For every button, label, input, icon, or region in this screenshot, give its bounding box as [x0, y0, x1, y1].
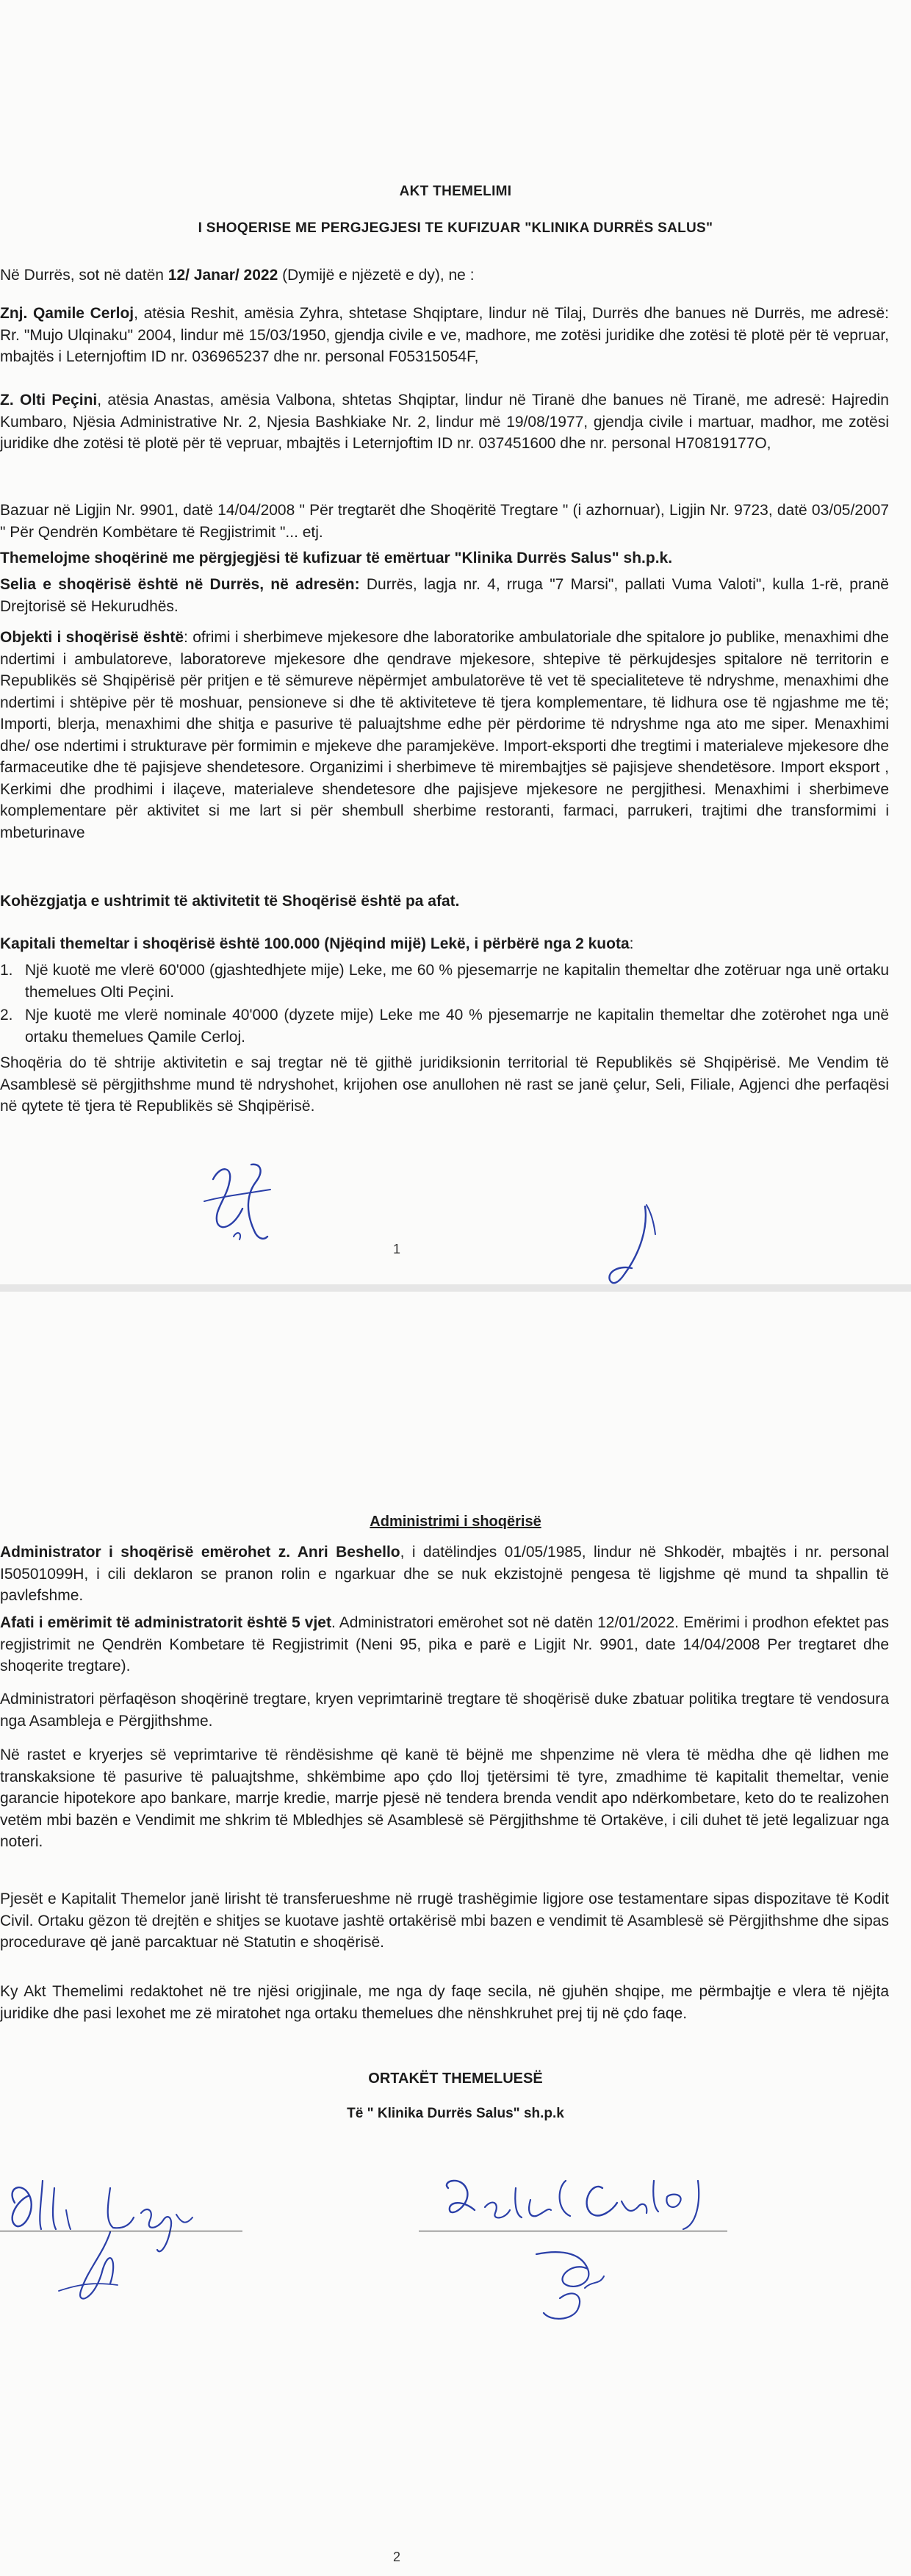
- quota-list: [0, 960, 889, 1049]
- founder1-name: Znj. Qamile Cerloj: [0, 305, 134, 322]
- intro-pre: Në Durrës, sot në datën: [0, 267, 168, 284]
- object-label: Objekti i shoqërisë është: [0, 629, 184, 646]
- founder1-text: , atësia Reshit, amësia Zyhra, shtetase Shqiptare, lindur në Tilaj, Durrës dhe banues në Durrës, me adresë: Rr. "Mujo Ulqinaku" 2004, lindur më 15/03/1950, gjendja civile e ve, madhore, me zotësi juridike dhe zotësi të plotë për të vepruar, mbajtës i Leternjoftim ID nr. 036965237 dhe nr. personal F05315054F,: [0, 305, 890, 365]
- document-subtitle: I SHOQERISE ME PERGJEGJESI TE KUFIZUAR "KLINIKA DURRËS SALUS": [198, 220, 713, 236]
- copies-paragraph: Ky Akt Themelimi redaktohet në tre njësi origjinale, me nga dy faqe secila, në gjuhën shqipe, me përmbajtje e vlera të njëjta juridike dhe pasi lexohet me zë miratohet nga ortaku themelues dhe nënshkruhet prej tij në çdo faqe.: [0, 1983, 889, 2022]
- list-item: [0, 960, 889, 1003]
- quota2-text: Nje kuotë me vlerë nominale 40'000 (dyzete mije) Leke me 40 % pjesemarrje ne kapitalin themeltar dhe zotërohet nga unë ortaku themelues Qamile Cerloj.: [25, 1007, 889, 1046]
- representation-paragraph: Administratori përfaqëson shoqërinë tregtare, kryen veprimtarinë tregtare të shoqërisë duke zbatuar politika tregtare të vendosura nga Asambleja e Përgjithshme.: [0, 1691, 889, 1730]
- object-paragraph: [0, 627, 889, 843]
- founders-heading: ORTAKËT THEMELUESË: [368, 2070, 543, 2087]
- administrator-paragraph: [0, 1541, 889, 1607]
- term-label: Afati i emërimit të administratorit është 5 vjet: [0, 1614, 331, 1631]
- transfer-paragraph: Pjesët e Kapitalit Themelor janë lirisht të transferueshme në rrugë trashëgimie ligjore ose testamentare sipas dispozitave të Kodit Civil. Ortaku gëzon të drejtën e shitjes se kuotave jashtë ortakërisë mbi bazen e vendimit të Asamblesë së Përgjithshme dhe sipas procedurave që janë parcaktuar në Statutin e shoqërisë.: [0, 1890, 889, 1951]
- page-number: 2: [392, 2550, 400, 2564]
- term-text: . Administratori emërohet sot në datën 12/01/2022. Emërimi i prodhon efektet pas regjistrimit ne Qendrën Kombetare të Regjistrimit (Neni 95, pika e parë e Ligjit Nr. 9901, date 14/04/2008 Per tregtaret dhe shoqerite tregtare).: [0, 1614, 890, 1674]
- object-text: : ofrimi i sherbimeve mjekesore dhe laboratorike ambulatoriale dhe spitalore jo publike, menaxhimi dhe ndertimi i ambulatoreve, laboratoreve mjekesore dhe qendrave mjekesore, shtepive të përkujdesjes spitalore në territorin e Republikës së Shqipërisë për pritjen e të sëmureve nëpërmjet ambulatorëve të vet të specialiteteve të ndryshme, menaxhimi dhe ndertimi i shtëpive për të moshuar, pensioneve si dhe të aktiviteteve të tjera komplementare, të lidhura ose të ngjashme me të; Importi, blerja, menaxhimi dhe shitja e pasurive të paluajtshme edhe për përdorime të ndryshme nga ato me siper. Menaxhimi dhe/ ose ndertimi i strukturave për formimin e mjekeve dhe paramjekëve. Import-eksporti dhe tregtimi i materialeve mjekesore dhe farmaceutike dhe të pajisjeve shendetesore. Organizimi i sherbimeve të mirembajtjes së pajisjeve shendetësore. Import eksport , Kerkimi dhe prodhimi i ilaçeve, materialeve shendetesore dhe pajisjeve mjekesore ne pergjithesi. Menaxhimi i sherbimeve komplementare për aktivitet si me lart si për shembull sherbime restoranti, farmaci, parrukeri, trajtimi dhe transformimi i mbeturinave: [0, 629, 889, 841]
- quota2-number: 2.: [0, 1007, 13, 1023]
- quota1-text: Një kuotë me vlerë 60'000 (gjashtedhjete mije) Leke, me 60 % pjesemarrje ne kapitalin themeltar dhe zotëruar nga unë ortaku themelues Olti Peçini.: [25, 962, 889, 1001]
- capital-text: Kapitali themeltar i shoqërisë është 100.000 (Njëqind mijë) Lekë, i përbërë nga 2 kuota: [0, 935, 630, 952]
- founder1-paragraph: [0, 303, 889, 368]
- duration-paragraph: Kohëzgjatja e ushtrimit të aktivitetit të Shoqërisë është pa afat.: [0, 893, 460, 910]
- founder2-text: , atësia Anastas, amësia Valbona, shtetas Shqiptar, lindur në Tiranë dhe banues në Tiranë, me adresë: Hajredin Kumbaro, Njësia Administrative Nr. 2, Njesia Bashkiake Nr. 2, lindur më 19/08/1977, gjendja civile i martuar, madhor, me zotësi juridike dhe zotësi të plotë për të vepruar, mbajtës i Leternjoftim ID nr. 037451600 dhe nr. personal H70819177O,: [0, 392, 889, 452]
- legal-basis-paragraph: Bazuar në Ligjin Nr. 9901, datë 14/04/2008 " Për tregtarët dhe Shoqëritë Tregtare " (i azhornuar), Ligjin Nr. 9723, datë 03/05/2007 " Për Qendrën Kombëtare të Regjistrimit "... etj.: [0, 502, 889, 541]
- administrator-text: , i datëlindjes 01/05/1985, lindur në Shkodër, mbajtës i nr. personal I50501099H, i cili deklaron se pranon rolin e ngarkuar dhe se nuk ekzistojnë pengesa të ligjshme që mund ta shpallin të pavlefshme.: [0, 1544, 889, 1604]
- document-page-2: [0, 1292, 911, 2576]
- capital-colon: :: [629, 935, 634, 952]
- document-title: AKT THEMELIMI: [399, 184, 512, 199]
- intro-date: 12/ Janar/ 2022: [168, 267, 278, 284]
- signature-founder-left: [0, 2159, 235, 2317]
- intro-paragraph: [0, 265, 889, 287]
- administrator-label: Administrator i shoqërisë emërohet z. Anri Beshello: [0, 1544, 400, 1561]
- administration-heading: Administrimi i shoqërisë: [370, 1514, 541, 1530]
- term-paragraph: [0, 1612, 889, 1677]
- page-number: 1: [392, 1242, 400, 1256]
- exceptions-paragraph: Në rastet e kryerjes së veprimtarive të rëndësishme që kanë të bëjnë me shpenzime në vlera të mëdha dhe që lidhen me transkaksione të pasurive të paluajtshme, shkëmbime apo çdo lloj tjetërsimi të tyre, zmadhime të kapitalit themeltar, venie garancie hipotekore apo bankare, marrje kredie, marrje pjesë në tendera brenda vendit apo ndërkombetare, keto do te realizohen vetëm mbi bazën e Vendimit me shkrim të Mbledhjes së Asamblesë së Përgjithshme të Ortakëve, i cili duhet të jetë legalizuar nga noteri.: [0, 1746, 889, 1850]
- intro-post: (Dymijë e njëzetë e dy), ne :: [278, 267, 475, 284]
- page-divider: [0, 1284, 911, 1292]
- capital-paragraph: [0, 933, 889, 955]
- signature-initials-left: [191, 1150, 301, 1256]
- scope-paragraph: Shoqëria do të shtrije aktivitetin e saj tregtar në të gjithë juridiksionin territorial të Republikës së Shqipërisë. Me Vendim të Asamblesë së përgjithshme mund të ndryshohet, krijohen ose anullohen në rast se janë çelur, Seli, Filiale, Agjenci dhe perfaqësi në qytete të tjera të Republikës së Shqipërisë.: [0, 1054, 889, 1115]
- signature-initials-right: [602, 1198, 669, 1297]
- founder2-name: Z. Olti Peçini: [0, 392, 98, 409]
- signature-founder-right: [433, 2159, 749, 2346]
- list-item: [0, 1004, 889, 1048]
- seat-label: Selia e shoqërisë është në Durrës, në adresën:: [0, 576, 360, 593]
- establish-paragraph: Themelojme shoqërinë me përgjegjësi të kufizuar të emërtuar "Klinika Durrës Salus" sh.p.k.: [0, 550, 673, 566]
- founders-subheading: Të " Klinika Durrës Salus" sh.p.k: [347, 2106, 564, 2121]
- seat-text: Durrës, lagja nr. 4, rruga "7 Marsi", pallati Vuma Valoti", kulla 1-rë, pranë Drejtorisë së Hekurudhës.: [0, 576, 889, 615]
- quota1-number: 1.: [0, 962, 13, 979]
- document-page-1: [0, 0, 911, 1284]
- seat-paragraph: [0, 574, 889, 617]
- founder2-paragraph: [0, 389, 889, 455]
